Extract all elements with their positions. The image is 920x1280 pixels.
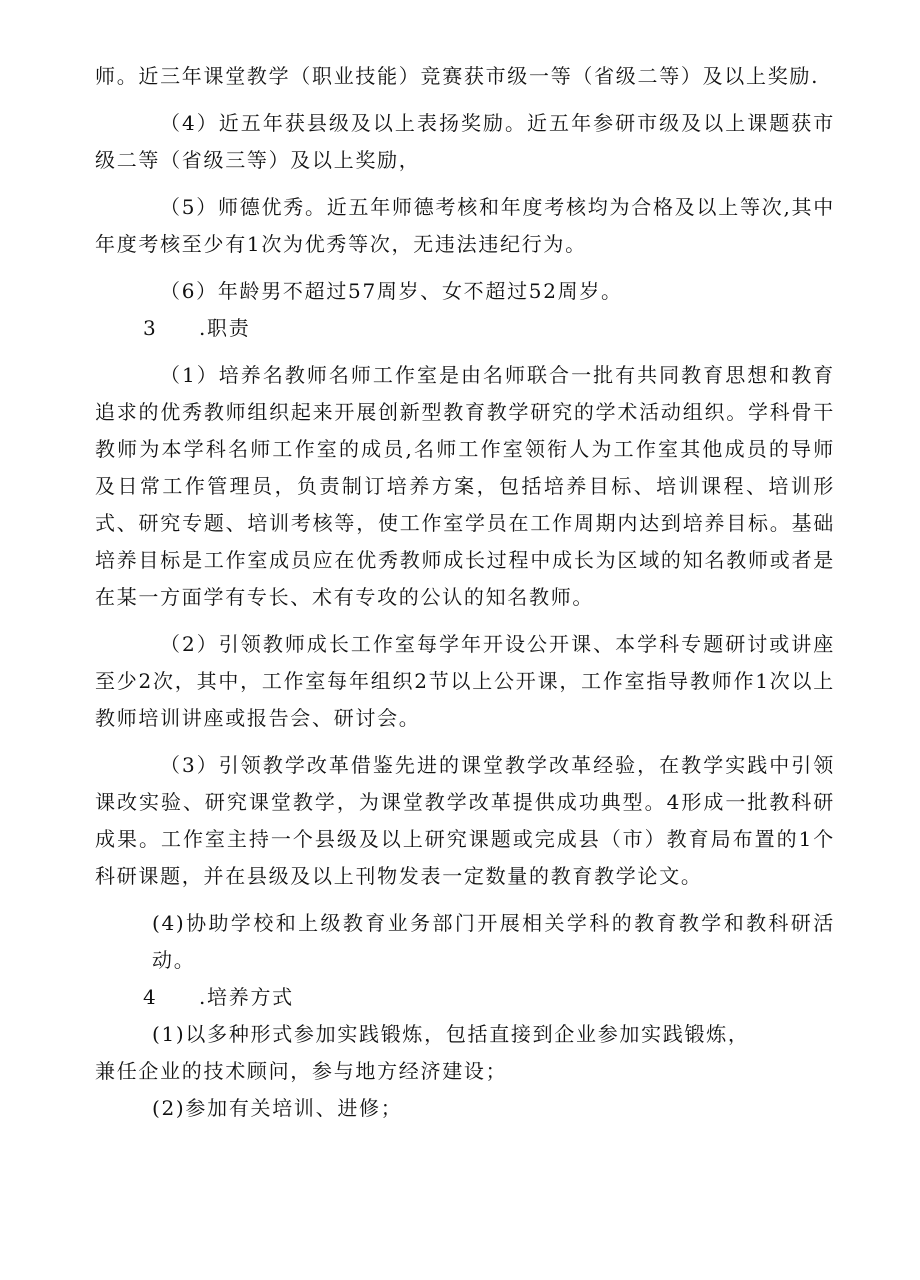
paragraph-item-6: （6）年龄男不超过57周岁、女不超过52周岁。 bbox=[160, 279, 623, 303]
paragraph-item-4: （4）近五年获县级及以上表扬奖励。近五年参研市级及以上课题获市级二等（省级三等）及以上奖励， bbox=[95, 111, 835, 172]
paragraph-duty-1: （1）培养名教师名师工作室是由名师联合一批有共同教育思想和教育追求的优秀教师组织起来开展创新型教育教学研究的学术活动组织。学科骨干教师为本学科名师工作室的成员,名师工作室领衔人为工作室其他成员的导师及日常工作管理员，负责制订培养方案，包括培养目标、培训课程、培训形式、研究专题、培训考核等，使工作室学员在工作周期内达到培养目标。基础培养目标是工作室成员应在优秀教师成长过程中成长为区域的知名教师或者是在某一方面学有专长、术有专攻的公认的知名教师。 bbox=[95, 363, 835, 609]
section-title: .职责 bbox=[199, 316, 251, 340]
section-heading-duties bbox=[95, 310, 835, 347]
section-number: 3 bbox=[143, 316, 158, 340]
paragraph-continuation: 师。近三年课堂教学（职业技能）竞赛获市级一等（省级二等）及以上奖励. bbox=[95, 64, 820, 88]
paragraph-item-5: （5）师德优秀。近五年师德考核和年度考核均为合格及以上等次,其中年度考核至少有1次为优秀等次，无违法违纪行为。 bbox=[95, 195, 835, 256]
training-item-1-line-1: (1)以多种形式参加实践锻炼，包括直接到企业参加实践锻炼， bbox=[152, 1022, 750, 1046]
paragraph-duty-4 bbox=[95, 905, 835, 979]
paragraph-duty-4-text: (4)协助学校和上级教育业务部门开展相关学科的教育教学和教科研活动。 bbox=[152, 911, 835, 972]
training-item-2: (2)参加有关培训、进修； bbox=[152, 1096, 403, 1120]
paragraph-duty-2: （2）引领教师成长工作室每学年开设公开课、本学科专题研讨或讲座至少2次，其中，工作室每年组织2节以上公开课，工作室指导教师作1次以上教师培训讲座或报告会、研讨会。 bbox=[95, 632, 835, 730]
section-number: 4 bbox=[143, 985, 158, 1009]
document-body bbox=[95, 58, 835, 1127]
section-title: .培养方式 bbox=[199, 985, 294, 1009]
paragraph-duty-3: （3）引领教学改革借鉴先进的课堂教学改革经验，在教学实践中引领课改实验、研究课堂教学，为课堂教学改革提供成功典型。4形成一批教科研成果。工作室主持一个县级及以上研究课题或完成县（市）教育局布置的1个科研课题，并在县级及以上刊物发表一定数量的教育教学论文。 bbox=[95, 753, 835, 888]
section-heading-training-methods bbox=[95, 979, 835, 1016]
training-item-1-line-2: 兼任企业的技术顾问，参与地方经济建设； bbox=[95, 1059, 508, 1083]
